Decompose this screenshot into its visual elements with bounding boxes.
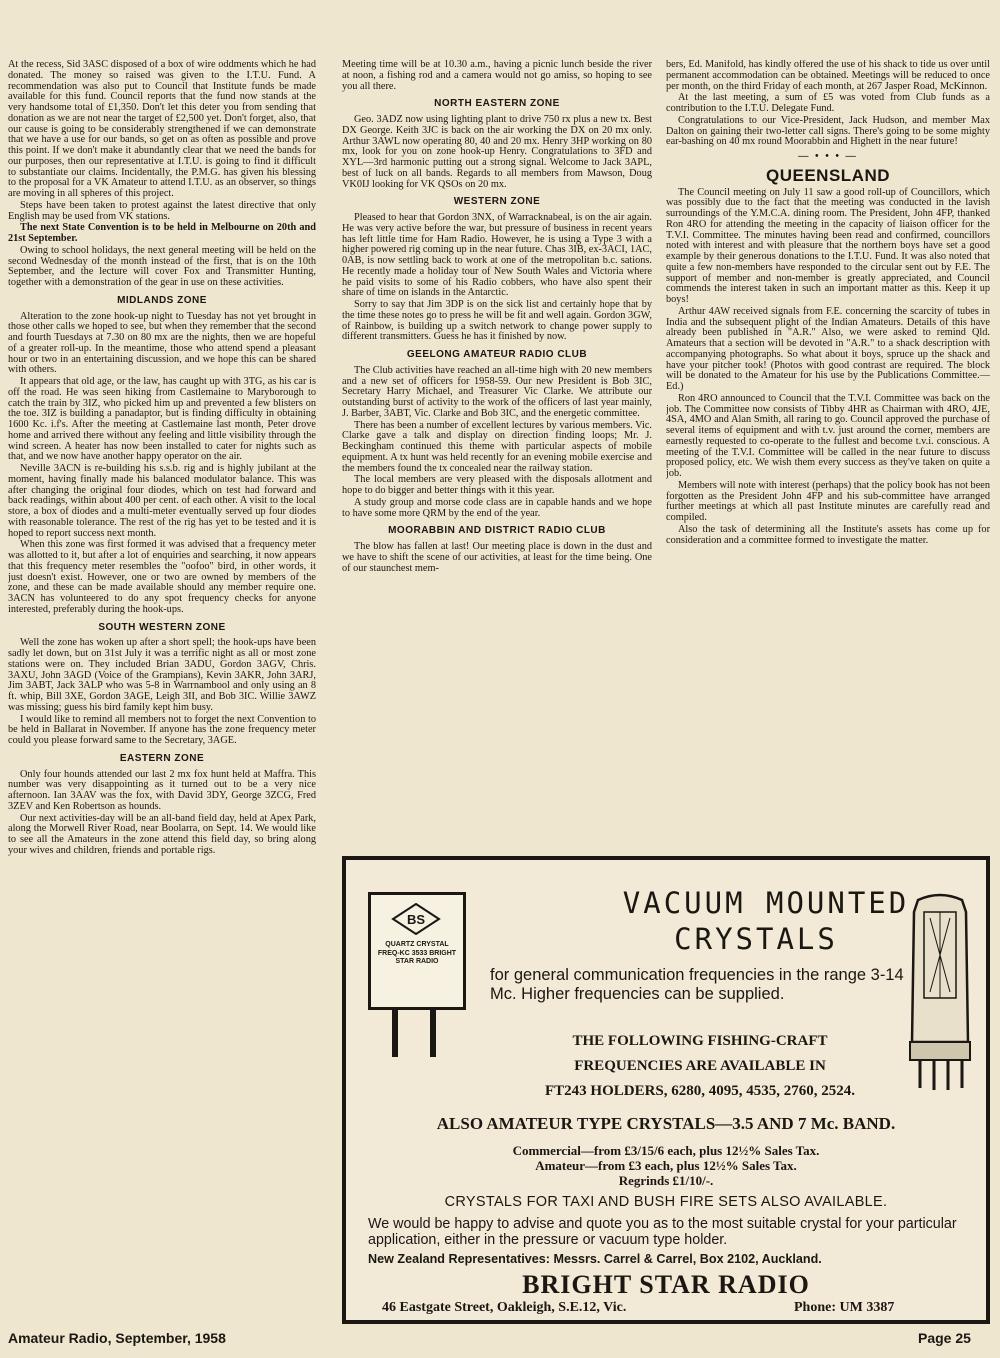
column-3 bbox=[666, 60, 990, 840]
commercial-price: Commercial—from £3/15/6 each, plus 12½% Sales Tax. bbox=[512, 1143, 820, 1158]
ad-title-line2: CRYSTALS bbox=[674, 922, 838, 956]
section-heading-south-western: SOUTH WESTERN ZONE bbox=[98, 621, 226, 633]
section-heading-midlands: MIDLANDS ZONE bbox=[117, 294, 207, 306]
vacuum-crystal-icon bbox=[894, 892, 986, 1092]
paragraph: Neville 3ACN is re-building his s.s.b. rig and is highly jubilant at the moment, having finally made his balanced modulator balance. This was after changing the original four diodes, which on test had forward and back readings, within about 400 per cent. of each other. A visit to the local store, a box of diodes and a multi-meter eventually served up four diodes with reasonable tolerance. The rest of the rig has yet to be tested and it is hoped to report success next month. bbox=[8, 463, 316, 539]
paragraph: Sorry to say that Jim 3DP is on the sick list and certainly hope that by the time these notes go to press he will be fit and well again. Gordon 3GW, of Rainbow, is building up a switch network to change power supply to different transmitters. Guess he has it finished by now. bbox=[342, 299, 652, 343]
amateur-price: Amateur—from £3 each, plus 12½% Sales Tax. bbox=[535, 1158, 797, 1173]
ad-title-line1: VACUUM MOUNTED bbox=[622, 886, 910, 920]
paragraph: The Council meeting on July 11 saw a good roll-up of Councillors, which was possibly due to the fact that the meeting was conducted in the lavish surroundings of the Y.M.C.A. dining room. The President, John 4FP, thanked Ron 4RO for attending the meeting in the capacity of liaison officer for the T.V.I. Committee. The minutes having been read and confirmed, councillors noted with interest and with pleasure that the northern boys have set a good example by their generous donations to the I.T.U. Fund. It was also noted that quite a few non-members have responded to the circular sent out by F.E. The support of member and non-member is greatly appreciated, and Council commends the interest taken in such an important matter as this. Keep it up boys! bbox=[666, 186, 990, 305]
crystal-label: QUARTZ CRYSTAL FREQ-KC 3533 BRIGHT STAR RADIO bbox=[377, 941, 457, 965]
fishing-frequencies bbox=[480, 1029, 920, 1104]
section-heading-western: WESTERN ZONE bbox=[453, 196, 541, 208]
paragraph: bers, Ed. Manifold, has kindly offered the use of his shack to tide us over until permanent accommodation can be obtained. Meetings will be reduced to once per month, on the third Friday of each month, at 267 Jasper Road, McKinnon. bbox=[666, 60, 990, 92]
paragraph: Ron 4RO announced to Council that the T.V.I. Committee was back on the job. The Committee now consists of Tibby 4HR as Chairman with 4RO, 4JE, 4SA, 4MO and Alan Smith, all raring to go. Council approved the purchase of several items of equipment and with t.v. just around the corner, members are earnestly requested to co-operate to the fullest and become t.v.i. conscious. A meeting of the T.V.I. Committee will be called in the near future to discuss proposed policy, etc. We wish them every success as they've taken on quite a job. bbox=[666, 392, 990, 479]
paragraph: Well the zone has woken up after a short spell; the hook-ups have been sadly let down, but on 31st July it was a terrific night as all or most zone stations were on. They included Brian 3ADU, Gordon 3AGV, Chris. 3AXU, John 3AGD (Voice of the Grampians), Kevin 3AKR, John 3ARJ, Jim 3ABT, Jack 3ALP who was 5-8 in Warrnambool and only using an 8 ft. whip, Bill 3XE, Gordon 3AGE, Leigh 3II, and Bob 3IC. Willie 3AWZ was missing; guess his bird family kept him busy. bbox=[8, 637, 316, 713]
paragraph: Meeting time will be at 10.30 a.m., having a picnic lunch beside the river at noon, a fishing rod and a camera would not go amiss, so hoping to see you all there. bbox=[342, 60, 652, 92]
paragraph: Members will note with interest (perhaps) that the policy book has not been forgotten as the President John 4FP and his sub-committee have arranged further meetings at which all past Institute minutes are carefully read and compiled. bbox=[666, 479, 990, 523]
paragraph: There has been a number of excellent lectures by various members. Vic. Clarke gave a talk and display on direction finding loops; Mr. J. Beckingham continued this theme with particular aspects of mobile equipment. A tx hunt was held recently for an evening mobile exercise and the members found the tx concealed near the railway station. bbox=[342, 419, 652, 474]
brand-name: BRIGHT STAR RADIO bbox=[522, 1270, 810, 1299]
price-list bbox=[346, 1143, 986, 1188]
paragraph: At the recess, Sid 3ASC disposed of a box of wire oddments which he had donated. The money so raised was given to the I.T.U. Fund. A recommendation was also put to Council that Institute funds be made available for this fund. Council reports that the fund now stands at the very handsome total of £1,350. Don't let this deter you from sending that donation as we are not near the target of £2,500 yet. Don't forget, also, that our cause is going to be considerably strengthened if we can demonstrate that we have a use for our bands, so get on as often as possible and prove this point. If we don't make it abundantly clear that we need the bands for our purposes, then our representative at I.T.U. is going to find it difficult to substantiate our claims. Incidentally, the P.M.G. has given his blessing to the proposal for a VK Amateur to attend I.T.U. as an observer, so things are moving in all spheres of this project. bbox=[8, 60, 316, 199]
column-1 bbox=[8, 60, 316, 1322]
advise-text: We would be happy to advise and quote you as to the most suitable crystal for your particular application, either in the pressure or vacuum type holder. bbox=[368, 1216, 957, 1248]
paragraph: The blow has fallen at last! Our meeting place is down in the dust and we have to shift the scene of our activities, at least for the time being. One of our staunchest mem- bbox=[342, 541, 652, 574]
paragraph: It appears that old age, or the law, has caught up with 3TG, as his car is off the road. He was seen hiking from Castlemaine to Maryborough to catch the train by 3IZ, who picked him up and prevented a few blisters on the toe. 3IZ is building a panadaptor, but is finding difficulty in obtaining 1600 Kc. i.f's. After the meeting at Castlemaine last month, Peter drove home and arrived there without any feeling and little visibility through the wind screen. A heater has now been installed to cater for nights such as that, and we now have another happy operator on the air. bbox=[8, 376, 316, 463]
brand-phone: Phone: UM 3387 bbox=[794, 1300, 895, 1315]
paragraph: Pleased to hear that Gordon 3NX, of Warracknabeal, is on the air again. He was very active before the war, but pressure of business in recent years has left little time for Ham Radio. However, he is using a Type 3 with a higher powered rig coming up in the near future. Chas 3IB, ex-3ACI, 1AC, 0AB, is now settling back to work at one of the metropolitan b.c. sations. He recently made a holiday tour of New South Wales and Victoria where he paid visits to some of his Radio cobbers, who have also spent their share of time on islands in the Antarctic. bbox=[342, 212, 652, 299]
paragraph: The Club activities have reached an all-time high with 20 new members and a new set of officers for 1958-59. Our new President is Bob 3IC, Secretary Harry Michael, and Treasurer Vic Clarke. We attribute our outstanding burst of activity to the work of the officers of last year mainly, J. Barber, 3ABT, Vic. Clarke and Bob 3IC, and the energetic committee. bbox=[342, 364, 652, 419]
nz-representatives: New Zealand Representatives: Messrs. Carrel & Carrel, Box 2102, Auckland. bbox=[368, 1252, 822, 1266]
regrinds-price: Regrinds £1/10/-. bbox=[618, 1173, 714, 1188]
paragraph: Only four hounds attended our last 2 mx fox hunt held at Maffra. This number was very disappointing as it turned out to be a very nice afternoon. Ian 3AAV was the fox, with David 3DY, George 3ZCG, Fred 3ZEV and Ken Robertson as hounds. bbox=[8, 768, 316, 812]
paragraph: At the last meeting, a sum of £5 was voted from Club funds as a contribution to the I.T.U. Delegate Fund. bbox=[666, 92, 990, 114]
footer-publication: Amateur Radio, September, 1958 bbox=[8, 1330, 226, 1346]
paragraph bbox=[8, 223, 316, 245]
footer-page-number: Page 25 bbox=[918, 1330, 971, 1346]
paragraph: Alteration to the zone hook-up night to Tuesday has not yet brought in those other calls we hoped to see, but when they remember that the second and fourth Tuesdays at 7.30 on 80 mx are the nights, then we are hopeful of a greater roll-up. In the meantime, those who attend spend a pleasant hour or two in an entertaining discussion, and we hope this can be shared with others. bbox=[8, 310, 316, 376]
fishing-line: THE FOLLOWING FISHING-CRAFT bbox=[572, 1033, 828, 1049]
fishing-line: FT243 HOLDERS, 6280, 4095, 4535, 2760, 2524. bbox=[544, 1083, 856, 1099]
ad-general-text: for general communication frequencies in the range 3-14 Mc. Higher frequencies can be supplied. bbox=[490, 966, 904, 1003]
paragraph: I would like to remind all members not to forget the next Convention to be held in Ballarat in November. If anyone has the zone frequency meter could you please forward same to the Secretary, 3AGE. bbox=[8, 713, 316, 746]
crystal-pin bbox=[392, 1007, 398, 1057]
crystal-illustration bbox=[368, 892, 466, 1010]
logo-text: BS bbox=[406, 912, 426, 927]
taxi-bushfire-line: CRYSTALS FOR TAXI AND BUSH FIRE SETS ALSO AVAILABLE. bbox=[444, 1194, 888, 1210]
brand-address: 46 Eastgate Street, Oakleigh, S.E.12, Vic. bbox=[382, 1300, 627, 1315]
section-heading-moorabbin: MOORABBIN AND DISTRICT RADIO CLUB bbox=[388, 525, 606, 537]
paragraph: A study group and morse code class are in capable hands and we hope to have some more QRM by the end of the year. bbox=[342, 496, 652, 519]
paragraph: When this zone was first formed it was advised that a frequency meter was allotted to it, but after a lot of enquiries and searching, it now appears that this frequency meter resembles the "oofoo" bird, in other words, it just doesn't exist. However, one or two are owned by members of the zone, and these can be made available should any member require one. 3ACN has volunteered to do any spot frequency checks for anyone interested, preferably during the hook-ups. bbox=[8, 539, 316, 615]
crystal-pin bbox=[430, 1007, 436, 1057]
section-heading-eastern: EASTERN ZONE bbox=[119, 752, 205, 764]
bright-star-logo bbox=[391, 903, 441, 935]
section-heading-north-eastern: NORTH EASTERN ZONE bbox=[434, 98, 560, 110]
paragraph: Arthur 4AW received signals from F.E. concerning the scarcity of tubes in India and the subsequent plight of the Indian Amateurs. Details of this have already been published in "A.R." Also, we were asked to remind Qld. Amateurs that a section will be devoted in "A.R." to a shack description with accompanying photographs. So what about it boys, spruce up the shack and have your pitcher took! (Photos with good contrast are required. The block will be donated to the Amateur for his use by the Publications Committee.—Ed.) bbox=[666, 305, 990, 392]
paragraph: Also the task of determining all the Institute's assets has come up for consideration and a committee formed to investigate the matter. bbox=[666, 523, 990, 546]
paragraph: Owing to school holidays, the next general meeting will be held on the second Wednesday of the month instead of the first, that is on the 10th September, and the lecture will cover Fox and Transmitter Hunting, together with a demonstration of the gear in use on these activities. bbox=[8, 244, 316, 288]
paragraph: The local members are very pleased with the disposals allotment and hope to do bigger and better things with it this year. bbox=[342, 474, 652, 496]
paragraph: Congratulations to our Vice-President, Jack Hudson, and member Max Dalton on gaining their two-letter call signs. There's going to be some mighty ear-bashing on 40 mx round Moorabbin and Highett in the near future! bbox=[666, 114, 990, 148]
paragraph: Our next activities-day will be an all-band field day, held at Apex Park, along the Morwell River Road, near Boolarra, on Sept. 14. We would like to see all the Amateurs in the zone attend this field day, so bring along your wives and children, friends and portable rigs. bbox=[8, 812, 316, 856]
amateur-crystals-line: ALSO AMATEUR TYPE CRYSTALS—3.5 AND 7 Mc. BAND. bbox=[436, 1114, 896, 1133]
section-separator: — • • • — bbox=[798, 151, 858, 162]
convention-notice: The next State Convention is to be held in Melbourne on 20th and 21st September. bbox=[8, 222, 316, 244]
fishing-line: FREQUENCIES ARE AVAILABLE IN bbox=[574, 1058, 826, 1074]
section-heading-geelong: GEELONG AMATEUR RADIO CLUB bbox=[406, 349, 588, 360]
crystals-advertisement bbox=[342, 856, 990, 1324]
section-heading-queensland: QUEENSLAND bbox=[765, 165, 890, 185]
paragraph: Geo. 3ADZ now using lighting plant to drive 750 rx plus a new tx. Best DX George. Keith 3JC is back on the air working the DX on 20 mx only. Arthur 3AWL now operating 80, 40 and 20 mx. Henry 3HP working on 80 mx, look for you on zone hook-up Henry. Congratulations to 3FD and XYL—3rd harmonic putting out a strong signal. Welcome to Jack 3APL, best of luck on all bands. Regards to all members from Mawson, Doug VK0IJ looking for VK QSOs on 20 mx. bbox=[342, 114, 652, 190]
paragraph: Steps have been taken to protest against the latest directive that only English may be used from VK stations. bbox=[8, 199, 316, 222]
column-2 bbox=[342, 60, 652, 840]
